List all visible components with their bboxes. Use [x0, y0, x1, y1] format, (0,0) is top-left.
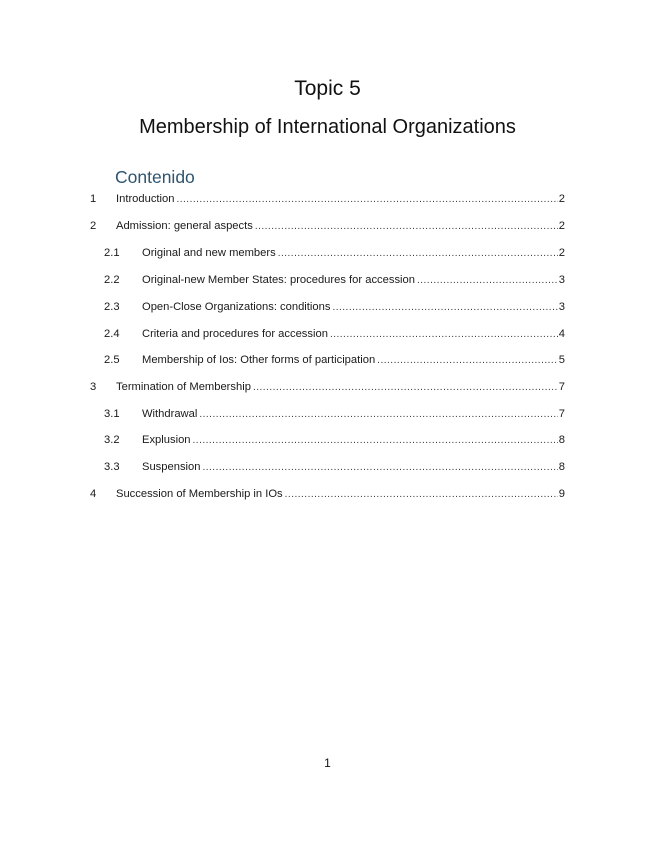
- toc-dot-leader: [176, 192, 557, 208]
- toc-entry-title: Suspension: [142, 461, 201, 473]
- toc-entry[interactable]: [104, 406, 565, 422]
- toc-entry[interactable]: [104, 432, 565, 448]
- toc-entry[interactable]: [104, 352, 565, 368]
- toc-entry[interactable]: [90, 379, 565, 395]
- toc-entry-title: Introduction: [116, 193, 175, 205]
- toc-entry-number: 3.1: [104, 408, 120, 420]
- toc-dot-leader: [193, 433, 558, 449]
- toc-entry-title: Termination of Membership: [116, 381, 251, 393]
- toc-entry[interactable]: [104, 459, 565, 475]
- toc-entry-number: 3.2: [104, 434, 120, 446]
- toc-entry[interactable]: [104, 245, 565, 261]
- toc-dot-leader: [285, 487, 558, 503]
- toc-entry-page: 9: [558, 488, 565, 500]
- toc-entry-title: Membership of Ios: Other forms of participation: [142, 354, 376, 366]
- toc-entry-page: 8: [558, 434, 565, 446]
- toc-dot-leader: [330, 327, 558, 343]
- document-subtitle: Membership of International Organizations: [139, 116, 516, 138]
- toc-entry-number: 4: [90, 488, 97, 500]
- toc-entry-page: 2: [558, 193, 565, 205]
- toc-entry-number: 2.5: [104, 354, 120, 366]
- toc-entry[interactable]: [90, 486, 565, 502]
- toc-entry-title: Criteria and procedures for accession: [142, 328, 328, 340]
- toc-entry[interactable]: [90, 218, 565, 234]
- toc-entry-page: 2: [558, 247, 565, 259]
- toc-entry-title: Open-Close Organizations: conditions: [142, 301, 331, 313]
- toc-entry-page: 8: [558, 461, 565, 473]
- toc-entry[interactable]: [104, 272, 565, 288]
- toc-entry-title: Admission: general aspects: [116, 220, 253, 232]
- document-title: Topic 5: [294, 77, 361, 100]
- toc-entry-page: 7: [558, 381, 565, 393]
- toc-entry-page: 4: [558, 328, 565, 340]
- toc-entry-number: 2.4: [104, 328, 120, 340]
- toc-entry-page: 3: [558, 301, 565, 313]
- toc-entry-page: 3: [558, 274, 565, 286]
- toc-entry-page: 2: [558, 220, 565, 232]
- toc-entry[interactable]: [90, 191, 565, 207]
- toc-entry-number: 1: [90, 193, 97, 205]
- toc-dot-leader: [332, 300, 557, 316]
- toc-dot-leader: [417, 273, 558, 289]
- toc-dot-leader: [255, 219, 558, 235]
- toc-entry-title: Succession of Membership in IOs: [116, 488, 283, 500]
- toc-dot-leader: [199, 407, 557, 423]
- toc-entry[interactable]: [104, 299, 565, 315]
- toc-entry-number: 2: [90, 220, 97, 232]
- toc-entry-title: Withdrawal: [142, 408, 198, 420]
- toc-entry-number: 2.2: [104, 274, 120, 286]
- toc-entry-number: 3.3: [104, 461, 120, 473]
- page-number: 1: [324, 756, 331, 770]
- toc-entry-number: 2.3: [104, 301, 120, 313]
- toc-dot-leader: [202, 460, 557, 476]
- toc-entry-title: Explusion: [142, 434, 191, 446]
- toc-entry-number: 3: [90, 381, 97, 393]
- toc-entry-page: 5: [558, 354, 565, 366]
- toc-entry-title: Original and new members: [142, 247, 276, 259]
- toc-entry-number: 2.1: [104, 247, 120, 259]
- toc-dot-leader: [278, 246, 558, 262]
- toc-dot-leader: [253, 380, 558, 396]
- toc-entry[interactable]: [104, 326, 565, 342]
- toc-dot-leader: [377, 353, 558, 369]
- toc-entry-title: Original-new Member States: procedures for accession: [142, 274, 415, 286]
- toc-entry-page: 7: [558, 408, 565, 420]
- toc-heading: Contenido: [115, 167, 195, 187]
